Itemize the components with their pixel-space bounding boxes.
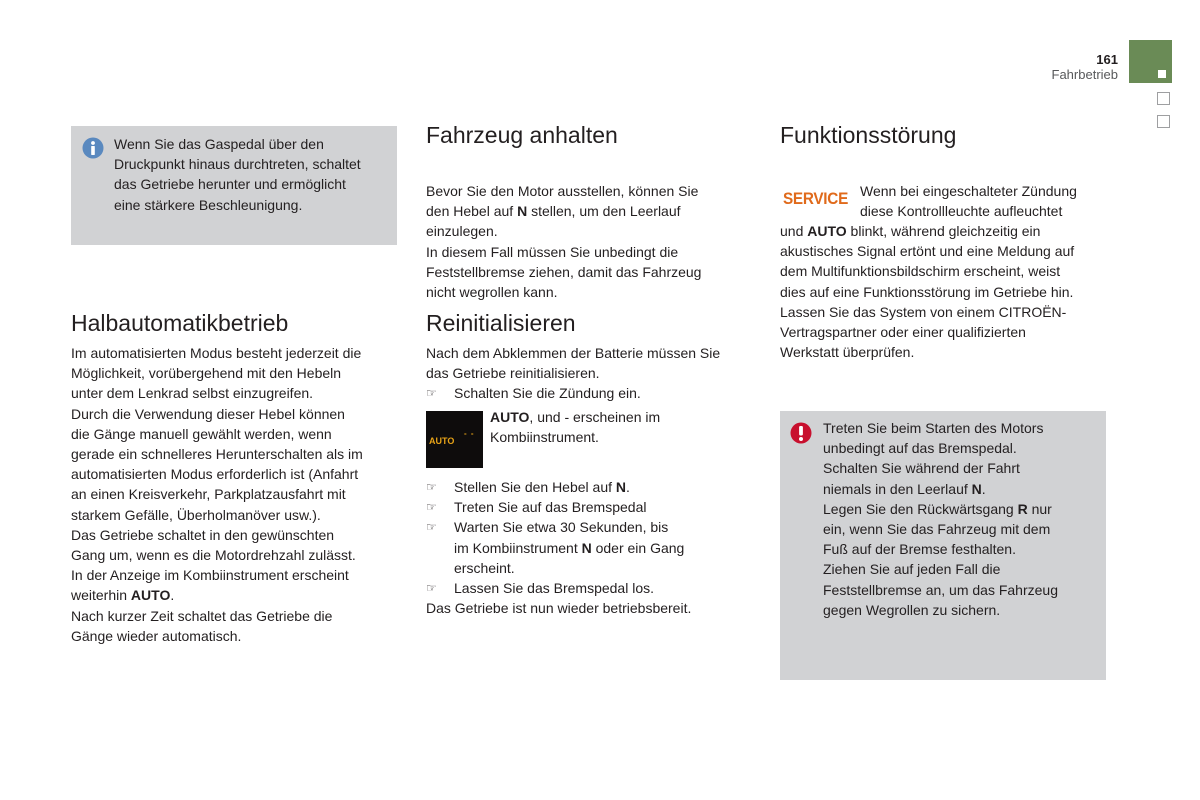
text-span: , und - erscheinen im: [529, 409, 661, 425]
bullet-item: [426, 477, 691, 497]
text-line: [780, 221, 1074, 241]
text-line: In diesem Fall müssen Sie unbedingt die: [426, 243, 679, 260]
bullet-item: [426, 383, 720, 403]
text-span: weiterhin: [71, 587, 131, 604]
text-line: Werkstatt überprüfen.: [780, 344, 915, 361]
text-line: Durch die Verwendung dieser Hebel können: [71, 405, 345, 422]
text-span: erscheint.: [454, 559, 515, 576]
text-line: starkem Gefälle, Überholmanöver usw.).: [71, 506, 321, 523]
text-span: Legen Sie den Rückwärtsgang: [823, 500, 1018, 517]
bold-term: AUTO: [490, 409, 530, 425]
text-line: automatisierten Modus erforderlich ist (Anfahrt: [71, 466, 359, 483]
bullet-item: [426, 578, 691, 598]
text-line: unbedingt auf das Bremspedal.: [823, 440, 1017, 457]
text-line: Das Getriebe schaltet in den gewünschten: [71, 526, 335, 543]
info-icon: [82, 137, 104, 159]
service-label: SERVICE: [783, 189, 849, 208]
text-span: und: [780, 223, 808, 239]
tab-box-1: [1157, 92, 1170, 105]
service-warning-icon: [783, 189, 849, 211]
text-line: Feststellbremse an, um das Fahrzeug: [823, 581, 1058, 598]
text-span: blinkt, während gleichzeitig ein: [846, 223, 1041, 239]
anhalten-text: [426, 181, 701, 302]
info-text: [114, 134, 361, 215]
text-line: Gang um, wenn es die Motordrehzahl zulässt.: [71, 547, 356, 564]
text-line: gerade ein schnelleres Herunterschalten als im: [71, 446, 363, 463]
text-span: Treten Sie auf das Bremspedal: [454, 499, 647, 516]
heading-reinitialisieren: Reinitialisieren: [426, 310, 576, 336]
page-number: 161: [1096, 52, 1118, 67]
text-span: stellen, um den Leerlauf: [527, 203, 681, 220]
text-line: das Getriebe reinitialisieren.: [426, 365, 600, 382]
text-span: Schalten Sie die Zündung ein.: [454, 385, 641, 402]
text-line: Bevor Sie den Motor ausstellen, können Sie: [426, 183, 699, 199]
text-line: [71, 585, 363, 605]
text-line: In der Anzeige im Kombiinstrument erscheint: [71, 567, 349, 584]
info-line: Druckpunkt hinaus durchtreten, schaltet: [114, 156, 361, 173]
bold-term: N: [581, 539, 592, 556]
info-box: [71, 126, 397, 245]
text-line: an einen Kreisverkehr, Parkplatzausfahrt mit: [71, 486, 346, 503]
text-line: diese Kontrollleuchte aufleuchtet: [860, 203, 1063, 220]
text-line: Das Getriebe ist nun wieder betriebsbereit.: [426, 600, 692, 617]
text-line: Treten Sie beim Starten des Motors: [823, 420, 1044, 436]
bullet-icon: ☞: [426, 520, 437, 535]
text-line: dies auf eine Funktionsstörung im Getriebe hin.: [780, 283, 1074, 300]
text-line: die Gänge manuell gewählt werden, wenn: [71, 425, 332, 442]
text-line: [426, 201, 701, 221]
bullet-icon: ☞: [426, 480, 437, 494]
bullet-icon: ☞: [426, 386, 437, 401]
text-line: dem Multifunktionsbildschirm erscheint, weist: [780, 263, 1061, 280]
bullet-item: [426, 517, 691, 537]
text-span: Lassen Sie das Bremspedal los.: [454, 580, 654, 597]
section-tab: [1129, 40, 1172, 83]
funk-text-right: [860, 181, 1077, 221]
text-line: Nach kurzer Zeit schaltet das Getriebe die: [71, 607, 333, 624]
reinit-intro: [426, 343, 720, 404]
text-line: Nach dem Abklemmen der Batterie müssen Sie: [426, 345, 721, 361]
bullet-icon: ☞: [426, 500, 437, 515]
heading-funktionsstoerung: Funktionsstörung: [780, 122, 957, 148]
text-line: unter dem Lenkrad selbst einzugreifen.: [71, 385, 314, 402]
bold-term: N: [517, 203, 528, 220]
bold-term: N: [971, 480, 982, 497]
page-header: [980, 52, 1118, 82]
text-line: Fuß auf der Bremse festhalten.: [823, 541, 1016, 558]
text-line: Möglichkeit, vorübergehend mit den Hebeln: [71, 365, 342, 382]
bullet-item: [426, 497, 691, 517]
text-line: Lassen Sie das System von einem CITROËN-: [780, 303, 1067, 320]
text-line: Im automatisierten Modus besteht jederzeit die: [71, 345, 362, 361]
text-line: gegen Wegrollen zu sichern.: [823, 601, 1001, 618]
text-span: oder ein Gang: [591, 539, 685, 556]
tab-box-2: [1157, 115, 1170, 128]
reinit-steps: [426, 477, 691, 618]
display-caption: [490, 407, 660, 447]
text-line: Schalten Sie während der Fahrt: [823, 460, 1020, 477]
bold-term: R: [1017, 500, 1028, 517]
bullet-continuation: [426, 558, 691, 578]
text-span: Stellen Sie den Hebel auf: [454, 479, 616, 495]
info-line: Wenn Sie das Gaspedal über den: [114, 136, 324, 152]
text-line: [490, 407, 660, 427]
warning-text: [823, 418, 1058, 620]
funk-text: [780, 221, 1074, 362]
text-line: Gänge wieder automatisch.: [71, 627, 242, 644]
text-line: [823, 479, 1058, 499]
text-span: den Hebel auf: [426, 203, 518, 220]
info-line: eine stärkere Beschleunigung.: [114, 196, 303, 213]
text-line: nicht wegrollen kann.: [426, 284, 558, 301]
text-line: einzulegen.: [426, 223, 498, 240]
text-span: .: [981, 480, 986, 497]
text-line: [823, 499, 1058, 519]
text-span: .: [626, 479, 630, 495]
text-span: niemals in den Leerlauf: [823, 480, 972, 497]
text-line: Kombiinstrument.: [490, 429, 599, 446]
text-span: nur: [1027, 500, 1052, 517]
text-span: .: [170, 587, 175, 604]
text-line: Ziehen Sie auf jeden Fall die: [823, 561, 1001, 578]
info-line: das Getriebe herunter und ermöglicht: [114, 176, 346, 193]
text-line: Vertragspartner oder einer qualifizierten: [780, 324, 1026, 341]
bold-term: AUTO: [807, 223, 847, 239]
bullet-continuation: [426, 538, 691, 558]
display-auto-text: AUTO: [429, 436, 455, 446]
halbautomatik-text: [71, 343, 363, 646]
section-name: Fahrbetrieb: [1051, 67, 1118, 82]
tab-marker: [1158, 70, 1166, 78]
text-span: im Kombiinstrument: [454, 539, 582, 556]
heading-halbautomatik: Halbautomatikbetrieb: [71, 310, 289, 336]
text-line: Feststellbremse ziehen, damit das Fahrzeug: [426, 263, 702, 280]
text-line: ein, wenn Sie das Fahrzeug mit dem: [823, 521, 1051, 538]
bullet-icon: ☞: [426, 581, 437, 596]
display-dash-text: - -: [464, 429, 475, 438]
text-line: Wenn bei eingeschalteter Zündung: [860, 183, 1077, 199]
text-line: akustisches Signal ertönt und eine Meldung auf: [780, 243, 1075, 260]
warning-box: [780, 411, 1106, 680]
heading-fahrzeug-anhalten: Fahrzeug anhalten: [426, 122, 618, 148]
bold-term: AUTO: [130, 587, 171, 604]
bold-term: N: [615, 479, 627, 495]
text-span: Warten Sie etwa 30 Sekunden, bis: [454, 519, 669, 536]
instrument-display-image: [426, 411, 483, 468]
warning-icon: [790, 422, 812, 444]
